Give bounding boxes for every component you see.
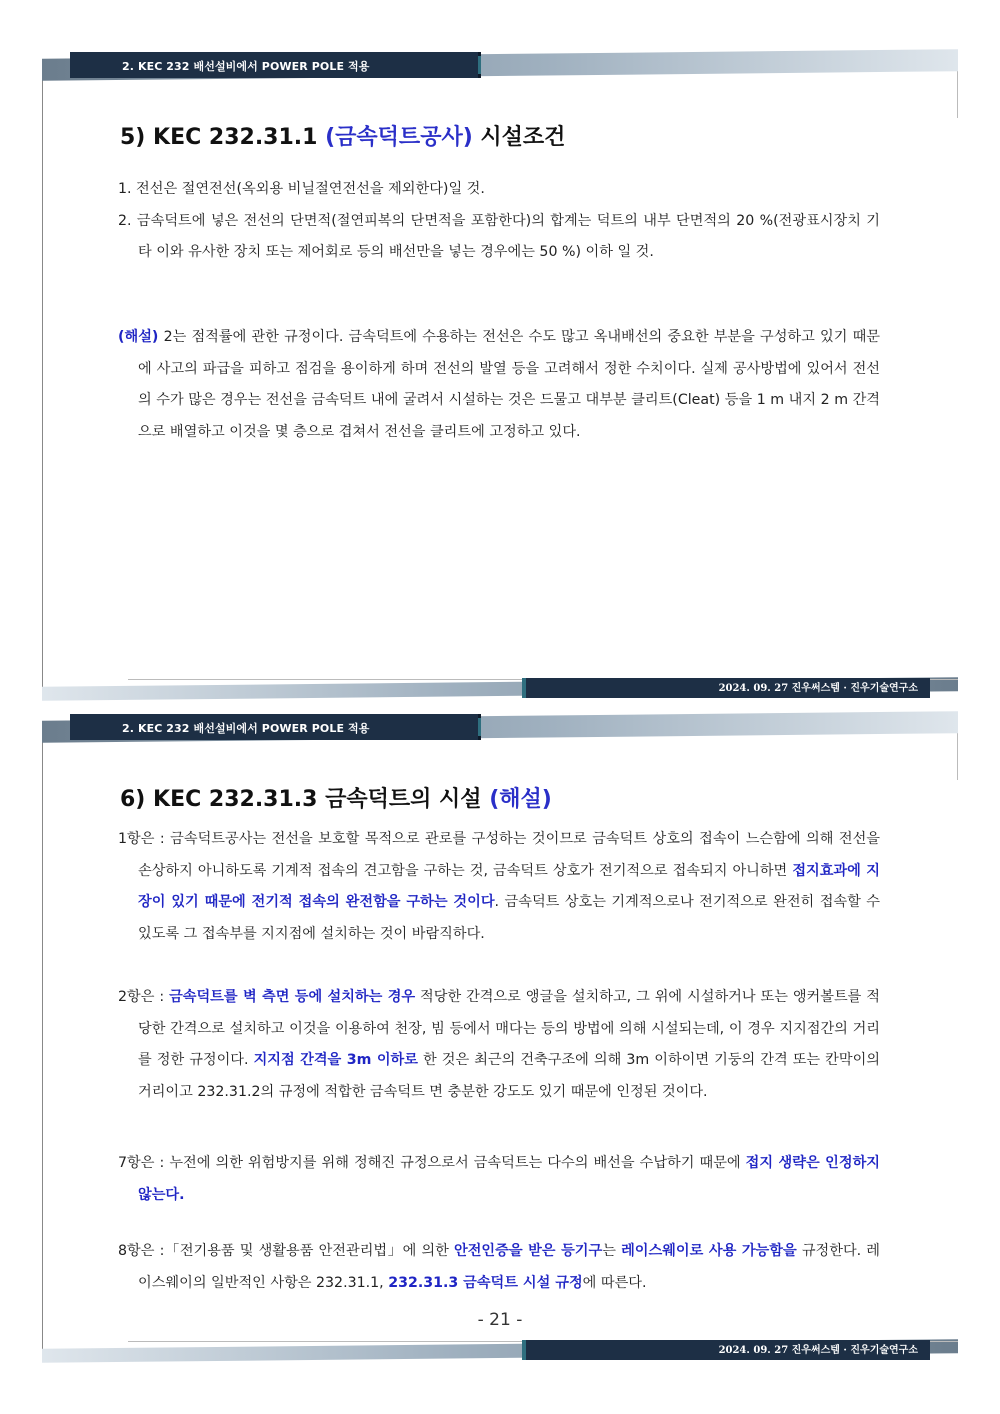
clause-text: 는 (602, 1243, 622, 1259)
header-bar (42, 52, 958, 82)
clause-text: 7항은 : 누전에 의한 위험방지를 위해 정해진 규정으로서 금속덕트는 다수의 배선을 수납하기 때문에 (118, 1155, 746, 1171)
clause-text: 에 따른다. (582, 1274, 647, 1291)
clause-text: 적당한 간격으로 앵글을 설치하고, 그 위에 시설하거나 또는 앵커볼트를 적당한 간격으로 설치하고 이것을 이용하여 천장, 빔 등에서 매다는 등의 방법에 의해 시설되는데, 이 경우 지지점간의 거리를 정한 규정이다. (138, 989, 880, 1068)
clause-emphasis: 접지 생략은 인정하지 않는다. (138, 1155, 880, 1203)
heading-prefix: 5) KEC 232.31.1 (120, 125, 326, 150)
page-number: - 21 - (477, 1310, 523, 1330)
clause-1 (118, 824, 880, 950)
commentary-paragraph (118, 322, 880, 448)
heading-suffix: 시설조건 (472, 125, 566, 150)
heading-highlight: (금속덕트공사) (325, 125, 473, 150)
clause-text: 8항은 :「전기용품 및 생활용품 안전관리법」에 의한 (118, 1243, 454, 1259)
heading-prefix: 6) KEC 232.31.3 금속덕트의 시설 (120, 787, 490, 812)
clause-text: 규정한다. 레이스웨이의 일반적인 사항은 232.31.1, (138, 1243, 881, 1291)
clause-emphasis: 접지효과에 지장이 있기 때문에 전기적 접속의 완전함을 구하는 것이다 (138, 862, 881, 910)
left-rule (42, 732, 43, 1360)
commentary-label: (해설) (118, 329, 159, 345)
commentary-text: 2는 점적률에 관한 규정이다. 금속덕트에 수용하는 전선은 수도 많고 옥내배선의 중요한 부분을 구성하고 있기 때문에 사고의 파급을 피하고 점검을 용이하게 하며 전선의 발열 등을 고려해서 정한 수치이다. 실제 공사방법에 있어서 전선의 수가 많은 경우는 전선을 금속덕트 내에 굴려서 시설하는 것은 드물고 대부분 클리트(Cleat) 등을 1 m 내지 2 m 간격으로 배열하고 이것을 몇 층으로 겹쳐서 전선을 클리트에 고정하고 있다. (138, 329, 880, 440)
clause-emphasis: 금속덕트를 벽 측면 등에 설치하는 경우 (169, 989, 416, 1005)
footer-text: 2024. 09. 27 진우써스템 · 진우기술연구소 (718, 683, 918, 694)
clause-text: 1항은 : 금속덕트공사는 전선을 보호할 목적으로 관로를 구성하는 것이므로 금속덕트 상호의 접속이 느슨함에 의해 전선을 손상하지 아니하도록 기계적 접속의 견고함을 구하는 것, 금속덕트 상호가 전기적으로 접속되지 아니하면 (118, 831, 880, 879)
clause-text: . 금속덕트 상호는 기계적으로나 전기적으로 완전히 접속할 수 있도록 그 접속부를 지지점에 설치하는 것이 바람직하다. (138, 894, 880, 942)
list-item: 2. 금속덕트에 넣은 전선의 단면적(절연피복의 단면적을 포함한다)의 합계는 덕트의 내부 단면적의 20 %(전광표시장치 기타 이와 유사한 장치 또는 제어회로 등의 배선만을 넣는 경우에는 50 %) 이하 일 것. (118, 212, 880, 260)
clause-emphasis: 지지점 간격을 3m 이하로 (253, 1052, 418, 1068)
footer-bar (42, 672, 958, 698)
clause-emphasis: 레이스웨이로 사용 가능함을 (621, 1243, 797, 1259)
clause-2 (118, 982, 880, 1108)
header-accent (478, 718, 481, 736)
clause-text: 2항은 : (118, 989, 170, 1005)
heading-highlight: (해설) (489, 787, 552, 812)
clause-8 (118, 1236, 880, 1299)
header-title: 2. KEC 232 배선설비에서 POWER POLE 적용 (122, 60, 370, 73)
footer-bar (42, 1334, 958, 1360)
clause-7 (118, 1148, 880, 1211)
section-heading (120, 120, 565, 151)
left-rule (42, 70, 43, 698)
footer-text: 2024. 09. 27 진우써스템 · 진우기술연구소 (718, 1345, 918, 1356)
list-item: 1. 전선은 절연전선(옥외용 비닐절연전선을 제외한다)일 것. (118, 181, 485, 197)
condition-list (118, 174, 880, 269)
clause-emphasis: 232.31.3 금속덕트 시설 규정 (388, 1274, 583, 1291)
slide-page-1 (42, 52, 958, 698)
clause-text: 한 것은 최근의 건축구조에 의해 3m 이하이면 기둥의 간격 또는 칸막이의 거리이고 232.31.2의 규정에 적합한 금속덕트 면 충분한 강도도 있기 때문에 인정된 것이다. (138, 1052, 880, 1100)
header-title: 2. KEC 232 배선설비에서 POWER POLE 적용 (122, 722, 370, 735)
header-bar (42, 714, 958, 744)
header-accent (478, 56, 481, 74)
section-heading (120, 782, 552, 813)
slide-page-2 (42, 714, 958, 1360)
clause-emphasis: 안전인증을 받은 등기구 (454, 1243, 603, 1259)
